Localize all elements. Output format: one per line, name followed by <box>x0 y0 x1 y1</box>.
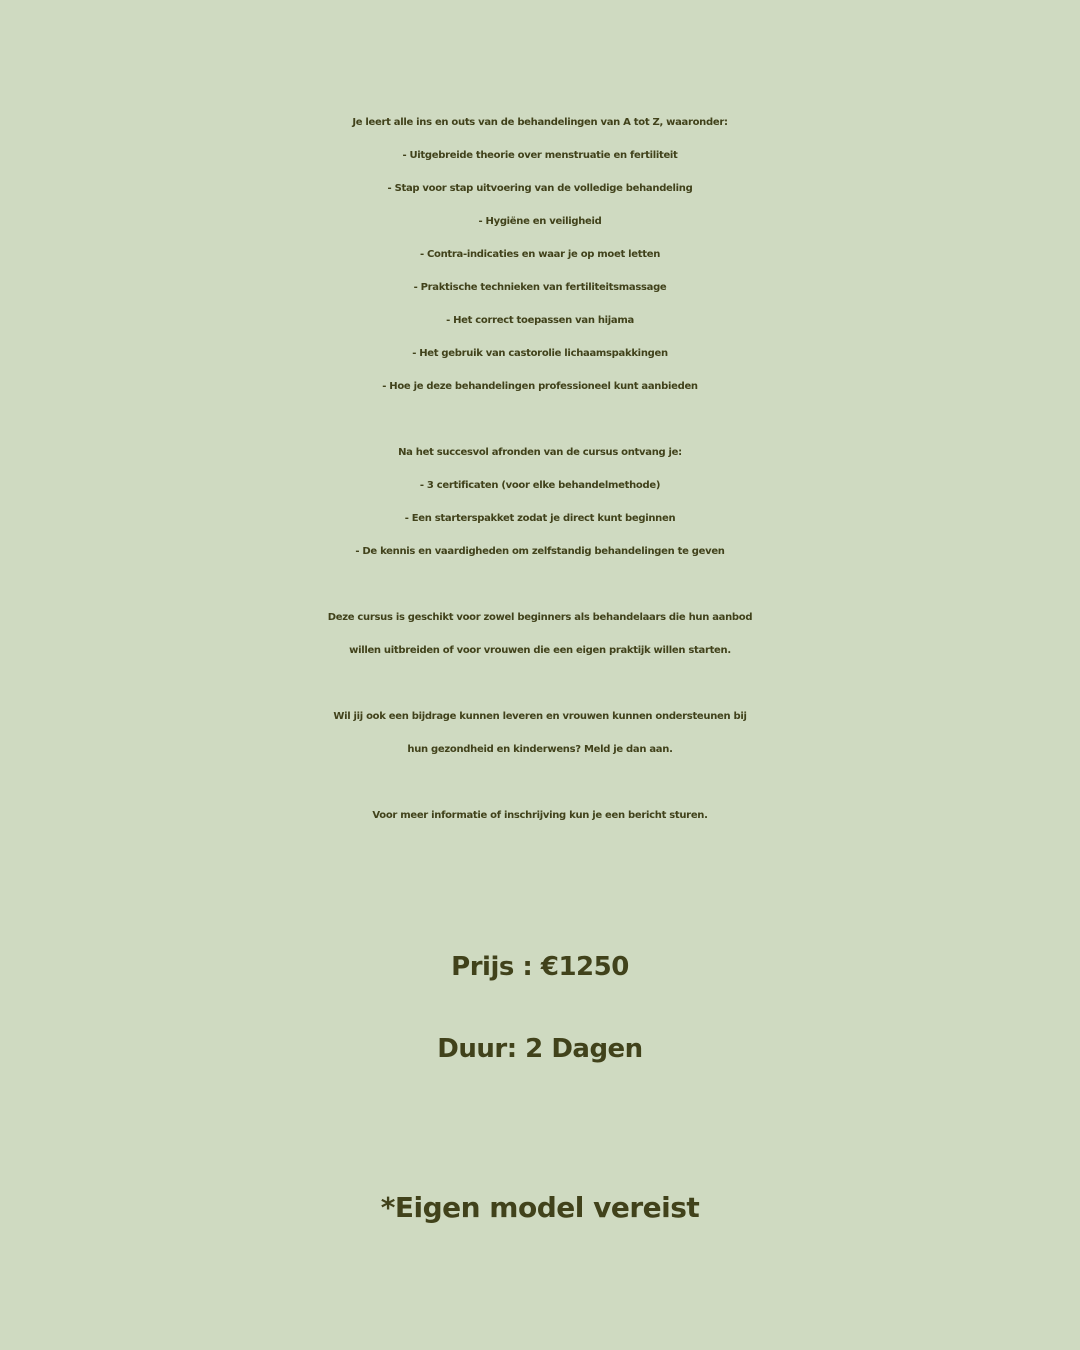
list-item: - Uitgebreide theorie over menstruatie en fertiliteit <box>402 150 678 161</box>
audience-paragraph <box>60 601 1020 667</box>
duration-text: Duur: 2 Dagen <box>437 1034 643 1064</box>
audience-line: willen uitbreiden of voor vrouwen die een eigen praktijk willen starten. <box>349 645 731 656</box>
course-description <box>60 106 1020 832</box>
contact-text: Voor meer informatie of inschrijving kun je een bericht sturen. <box>372 810 708 821</box>
list-item: - Stap voor stap uitvoering van de volledige behandeling <box>387 183 693 194</box>
list-item: - Contra-indicaties en waar je op moet letten <box>419 249 661 260</box>
list-item: - Praktische technieken van fertiliteitsmassage <box>413 282 667 293</box>
list-item: - Hygiëne en veiligheid <box>478 216 602 227</box>
call-to-action-line: Wil jij ook een bijdrage kunnen leveren en vrouwen kunnen ondersteunen bij <box>333 711 747 722</box>
list-item: - Hoe je deze behandelingen professioneel kunt aanbieden <box>382 381 698 392</box>
list-item: - Een starterspakket zodat je direct kunt beginnen <box>404 513 676 524</box>
audience-line: Deze cursus is geschikt voor zowel beginners als behandelaars die hun aanbod <box>327 612 753 623</box>
call-to-action-paragraph <box>60 700 1020 766</box>
certificates-heading: Na het succesvol afronden van de cursus ontvang je: <box>398 447 682 458</box>
call-to-action-line: hun gezondheid en kinderwens? Meld je dan aan. <box>407 744 673 755</box>
price-text: Prijs : €1250 <box>451 952 629 982</box>
list-item: - Het gebruik van castorolie lichaamspakkingen <box>412 348 668 359</box>
contact-paragraph <box>60 799 1020 832</box>
certificates-paragraph <box>60 436 1020 568</box>
list-item: - De kennis en vaardigheden om zelfstandig behandelingen te geven <box>355 546 725 557</box>
model-required-note: *Eigen model vereist <box>380 1191 700 1224</box>
intro-paragraph <box>60 106 1020 403</box>
intro-heading: Je leert alle ins en outs van de behandelingen van A tot Z, waaronder: <box>352 117 728 128</box>
list-item: - 3 certificaten (voor elke behandelmethode) <box>419 480 661 491</box>
list-item: - Het correct toepassen van hijama <box>446 315 634 326</box>
course-details <box>0 926 1080 1090</box>
